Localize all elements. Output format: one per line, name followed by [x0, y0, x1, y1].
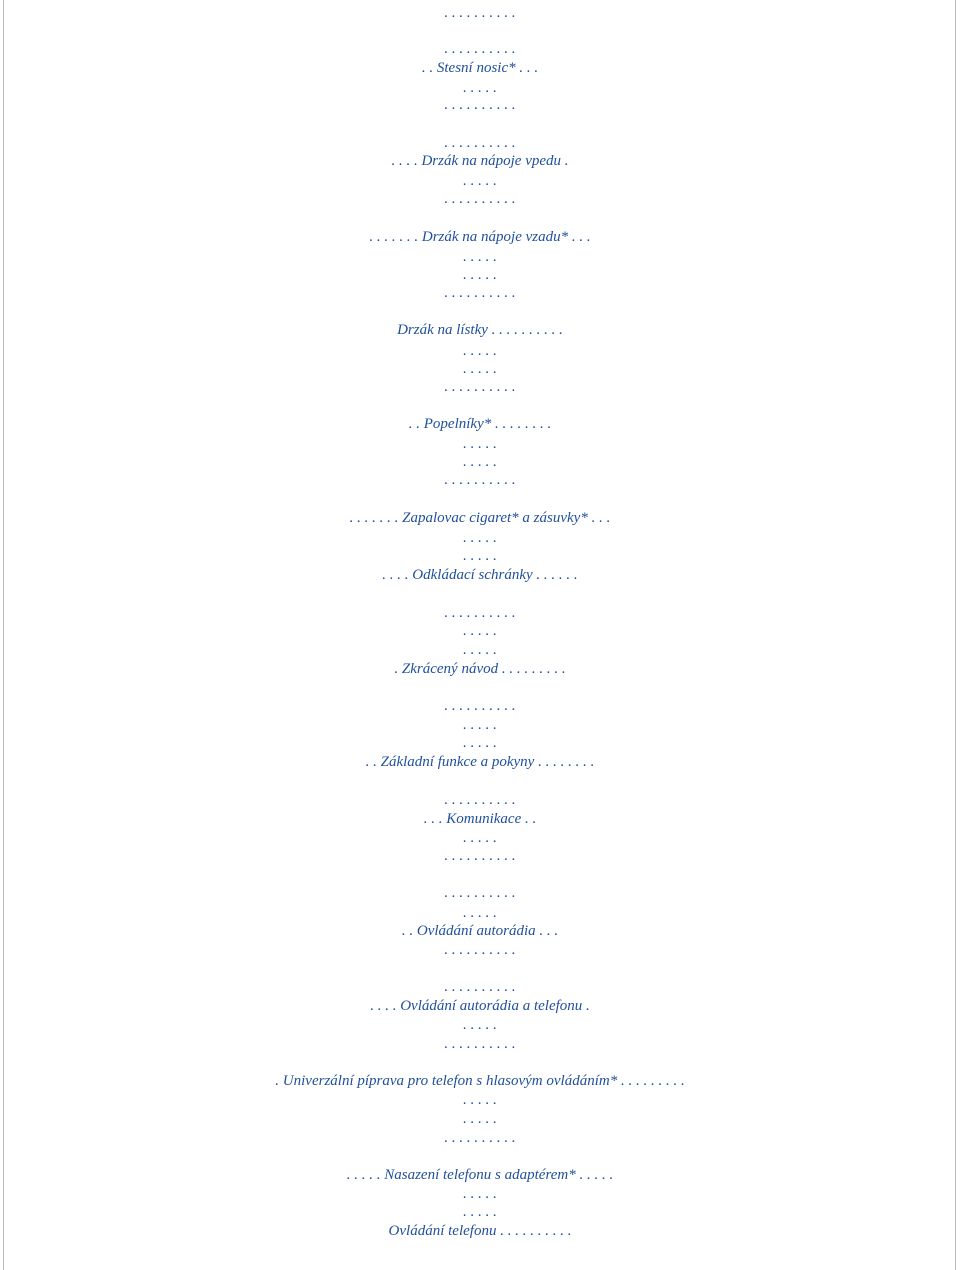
toc-line: Ovládání telefonu . . . . . . . . . . — [388, 1223, 572, 1239]
toc-line: . . . . . — [463, 80, 497, 96]
toc-line: . . . . . . . . . . — [444, 135, 516, 151]
toc-line: . . . . Drzák na nápoje vpedu . — [391, 153, 569, 169]
toc-line: . . . . . — [463, 361, 497, 377]
toc-line: . . . . . — [463, 1017, 497, 1033]
toc-line: . . . . . — [463, 1111, 497, 1127]
toc-line: . . . . . . . . . . — [444, 97, 516, 113]
toc-line: . . . . . . . . . . — [444, 285, 516, 301]
toc-line: . . . . . — [463, 436, 497, 452]
toc-line: . . Stesní nosic* . . . — [421, 60, 539, 76]
toc-line: . . . . . — [463, 267, 497, 283]
toc-line: . . . . . — [463, 548, 497, 564]
toc-line: . . . . . — [463, 343, 497, 359]
toc-line: . . . . . — [463, 249, 497, 265]
toc-line: . . . . . — [463, 642, 497, 658]
toc-line: . . . . . — [463, 1092, 497, 1108]
toc-line: . . . . . — [463, 735, 497, 751]
toc-line: . . . . . — [463, 173, 497, 189]
toc-line: . . Popelníky* . . . . . . . . — [408, 416, 552, 432]
toc-line: . . . . Ovládání autorádia a telefonu . — [370, 998, 590, 1014]
toc-line: . . . Komunikace . . — [423, 811, 537, 827]
toc-line: . . . . . — [463, 623, 497, 639]
toc-line: . . . . . . . . . . — [444, 1130, 516, 1146]
toc-line: . . . . . — [463, 905, 497, 921]
toc-line: . . . . . . . Drzák na nápoje vzadu* . . . — [369, 229, 591, 245]
toc-line: . . . . . . . . . . — [444, 848, 516, 864]
toc-line: . . . . . . . . . . — [444, 41, 516, 57]
toc-line: . . . . . . . . . . — [444, 5, 516, 21]
toc-line: . . Základní funkce a pokyny . . . . . . . . — [365, 754, 595, 770]
toc-line: . Zkrácený návod . . . . . . . . . — [394, 661, 566, 677]
toc-line: . . . . . . . . . . — [444, 792, 516, 808]
toc-line: . . . . . — [463, 1204, 497, 1220]
toc-line: . . . . . — [463, 830, 497, 846]
toc-line: . . . . . Nasazení telefonu s adaptérem* . . . . . — [346, 1167, 614, 1183]
toc-line: . . . . . . . . . . — [444, 885, 516, 901]
toc-line: . . . . . . . . . . — [444, 979, 516, 995]
toc-line: . . . . . . . . . . — [444, 605, 516, 621]
toc-line: . . . . . . . . . . — [444, 942, 516, 958]
toc-line: . . Ovládání autorádia . . . — [401, 923, 559, 939]
toc-line: . Univerzální píprava pro telefon s hlasovým ovládáním* . . . . . . . . . — [275, 1073, 685, 1089]
toc-line: . . . . . . . . . . — [444, 698, 516, 714]
toc-line: . . . . . — [463, 454, 497, 470]
toc-line: . . . . . . . . . . — [444, 472, 516, 488]
toc-line: . . . . . — [463, 1186, 497, 1202]
toc-line: Drzák na lístky . . . . . . . . . . — [397, 322, 563, 338]
toc-line: . . . . . . . . . . — [444, 1036, 516, 1052]
toc-line: . . . . . — [463, 717, 497, 733]
toc-line: . . . . . . . . . . — [444, 191, 516, 207]
toc-line: . . . . . . . . . . — [444, 379, 516, 395]
toc-line: . . . . Odkládací schránky . . . . . . — [382, 567, 578, 583]
toc-line: . . . . . . . Zapalovac cigaret* a zásuvky* . . . — [349, 510, 611, 526]
toc-line: . . . . . — [463, 530, 497, 546]
